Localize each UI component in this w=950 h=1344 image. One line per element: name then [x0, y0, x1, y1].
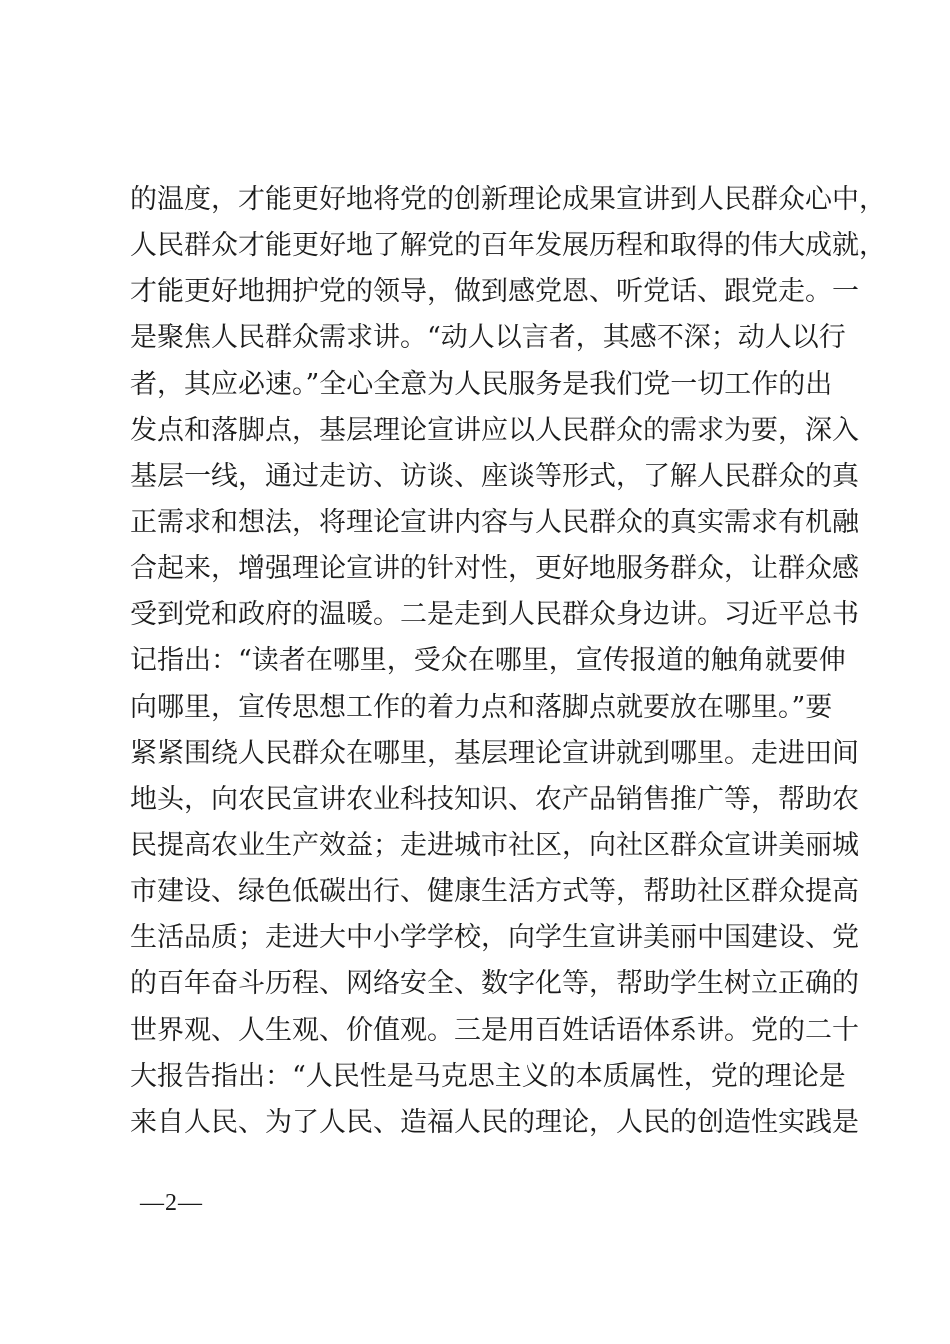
text-line: 来自人民、为了人民、造福人民的理论，人民的创造性实践是: [130, 1106, 859, 1138]
text-line: 受到党和政府的温暖。二是走到人民群众身边讲。习近平总书: [130, 599, 859, 631]
page-number: —2—: [140, 1190, 203, 1216]
text-line: 世界观、人生观、价值观。三是用百姓话语体系讲。党的二十: [130, 1014, 859, 1046]
text-line: 市建设、绿色低碳出行、健康生活方式等，帮助社区群众提高: [130, 876, 859, 908]
text-line: 地头，向农民宣讲农业科技知识、农产品销售推广等，帮助农: [130, 783, 859, 815]
text-line: 大报告指出：“人民性是马克思主义的本质属性，党的理论是: [130, 1060, 846, 1092]
text-line: 生活品质；走进大中小学学校，向学生宣讲美丽中国建设、党: [130, 922, 859, 954]
text-line: 记指出：“读者在哪里，受众在哪里，宣传报道的触角就要伸: [130, 645, 846, 677]
text-line: 发点和落脚点，基层理论宣讲应以人民群众的需求为要，深入: [130, 414, 859, 446]
text-line: 合起来，增强理论宣讲的针对性，更好地服务群众，让群众感: [130, 553, 859, 585]
text-line: 紧紧围绕人民群众在哪里，基层理论宣讲就到哪里。走进田间: [130, 737, 859, 769]
text-line: 基层一线，通过走访、访谈、座谈等形式，了解人民群众的真: [130, 460, 859, 492]
text-line: 人民群众才能更好地了解党的百年发展历程和取得的伟大成就，: [130, 230, 886, 262]
text-line: 民提高农业生产效益；走进城市社区，向社区群众宣讲美丽城: [130, 829, 859, 861]
text-line: 的百年奋斗历程、网络安全、数字化等，帮助学生树立正确的: [130, 968, 859, 1000]
text-line: 才能更好地拥护党的领导，做到感党恩、听党话、跟党走。一: [130, 276, 859, 308]
text-line: 正需求和想法，将理论宣讲内容与人民群众的真实需求有机融: [130, 506, 859, 538]
text-line: 的温度，才能更好地将党的创新理论成果宣讲到人民群众心中，: [130, 184, 886, 215]
body-text: [130, 177, 886, 1146]
text-line: 是聚焦人民群众需求讲。“动人以言者，其感不深；动人以行: [130, 322, 846, 354]
text-line: 者，其应必速。”全心全意为人民服务是我们党一切工作的出: [130, 368, 833, 400]
text-line: 向哪里，宣传思想工作的着力点和落脚点就要放在哪里。”要: [130, 691, 833, 723]
